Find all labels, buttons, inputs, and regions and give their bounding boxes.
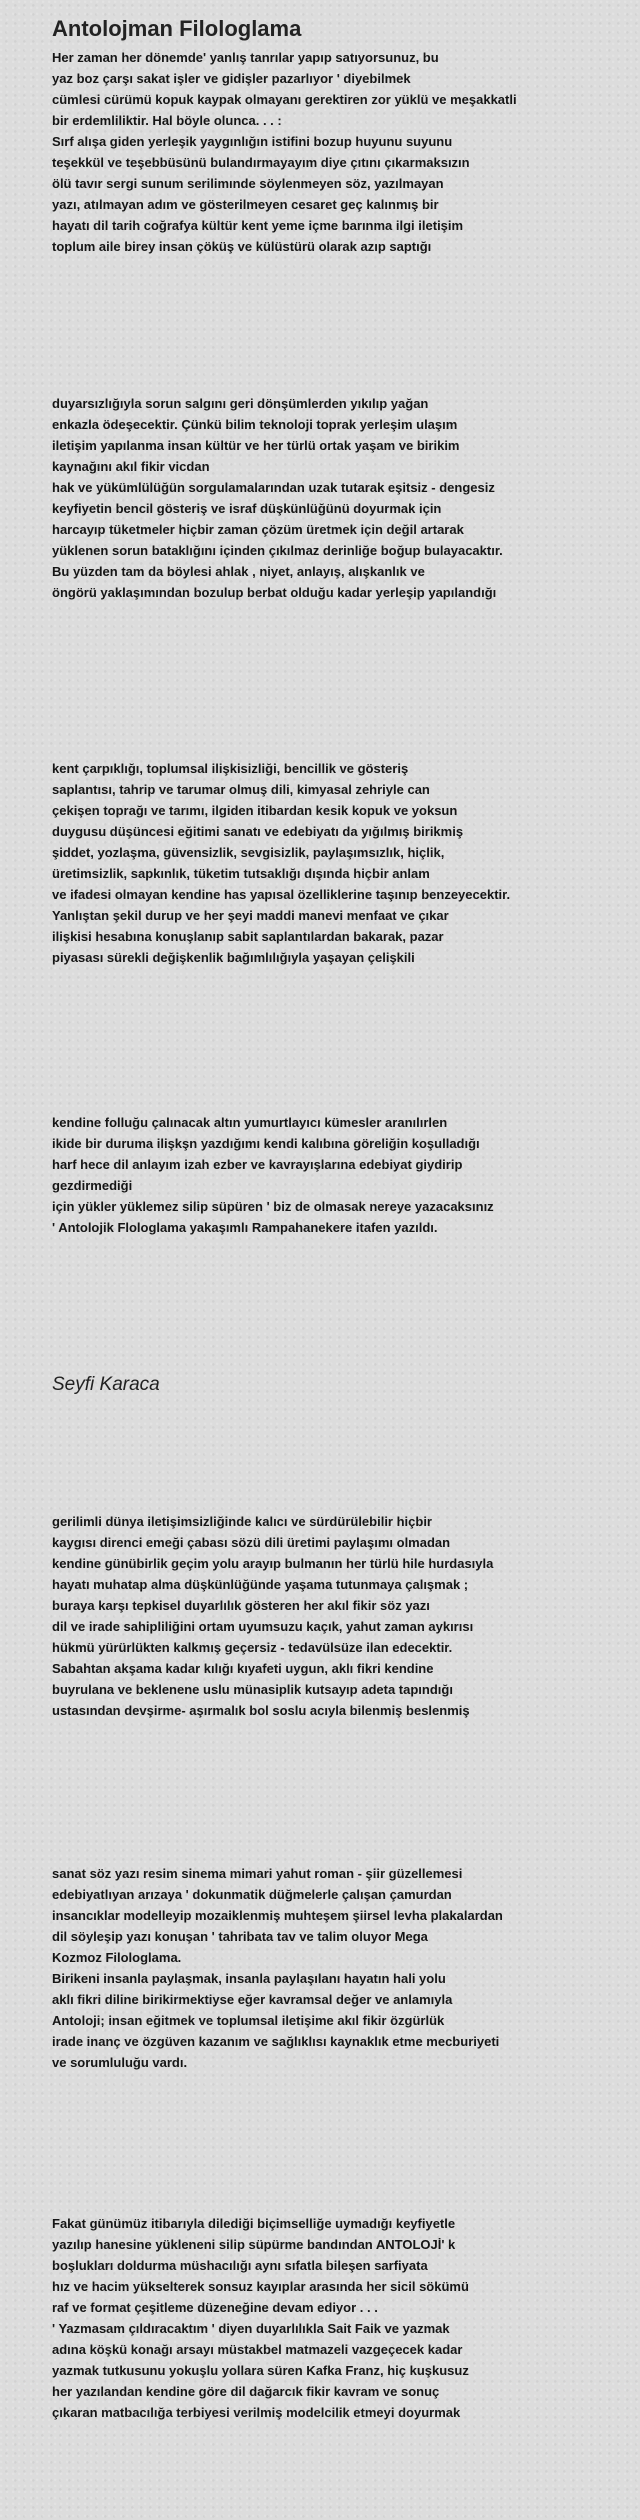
text-line: dil ve irade sahipliliğini ortam uyumsuzu kaçık, yahut zaman aykırısı: [52, 1619, 474, 1634]
text-line: hayatı muhatap alma düşkünlüğünde yaşama tutunmaya çalışmak ;: [52, 1577, 469, 1592]
text-line: duyarsızlığıyla sorun salgını geri dönşümlerden yıkılıp yağan: [52, 396, 429, 411]
text-line: Bu yüzden tam da böylesi ahlak , niyet, anlayış, alışkanlık ve: [52, 564, 425, 579]
text-line: hükmü yürürlükten kalkmış geçersiz - tedavülsüze ilan edecektir.: [52, 1640, 453, 1655]
text-line: Sabahtan akşama kadar kılığı kıyafeti uygun, aklı fikri kendine: [52, 1661, 434, 1676]
paragraph-5: [52, 1511, 637, 1721]
text-line: Her zaman her dönemde' yanlış tanrılar yapıp satıyorsunuz, bu: [52, 50, 439, 65]
text-line: buyrulana ve beklenene uslu münasiplik kutsayıp adeta tapındığı: [52, 1682, 453, 1697]
text-line: kendine günübirlik geçim yolu arayıp bulmanın her türlü hile hurdasıyla: [52, 1556, 494, 1571]
text-line: enkazla ödeşecektir. Çünkü bilim teknoloji toprak yerleşim ulaşım: [52, 417, 458, 432]
paragraph-2: [52, 393, 637, 603]
page-title: Antolojman Filologlama: [52, 16, 302, 41]
text-line: ikide bir duruma ilişkşn yazdığımı kendi kalıbına göreliğin koşulladığı: [52, 1136, 480, 1151]
text-line: hayatı dil tarih coğrafya kültür kent yeme içme barınma ilgi iletişim: [52, 218, 464, 233]
text-line: irade inanç ve özgüven kazanım ve sağlıklısı kaynaklık etme mecburiyeti: [52, 2034, 500, 2049]
text-line: insancıklar modelleyip mozaiklenmiş muhteşem şiirsel levha plakalardan: [52, 1908, 503, 1923]
text-line: Yanlıştan şekil durup ve her şeyi maddi manevi menfaat ve çıkar: [52, 908, 449, 923]
text-line: Fakat günümüz itibarıyla dilediği biçimselliğe uymadığı keyfiyetle: [52, 2216, 456, 2231]
text-line: cümlesi cürümü kopuk kaypak olmayanı gerektiren zor yüklü ve meşakkatli: [52, 92, 517, 107]
text-line: harcayıp tüketmeler hiçbir zaman çözüm üretmek için değil artarak: [52, 522, 464, 537]
text-line: yüklenen sorun bataklığını içinden çıkılmaz derinliğe boğup bulayacaktır.: [52, 543, 503, 558]
text-line: kaygısı direnci emeği çabası sözü dili üretimi paylaşımı olmadan: [52, 1535, 451, 1550]
author-name: Seyfi Karaca: [52, 1374, 160, 1395]
text-line: keyfiyetin bencil gösteriş ve israf düşkünlüğünü doyurmak için: [52, 501, 442, 516]
text-line: ustasından devşirme- aşırmalık bol soslu acıyla bilenmiş beslenmiş: [52, 1703, 470, 1718]
text-line: dil söyleşip yazı konuşan ' tahribata tav ve talim oluyor Mega: [52, 1929, 428, 1944]
text-line: çekişen toprağı ve tarımı, ilgiden itibardan kesik kopuk ve yoksun: [52, 803, 458, 818]
text-line: iletişim yapılanma insan kültür ve her türlü ortak yaşam ve birikim: [52, 438, 460, 453]
text-line: şiddet, yozlaşma, güvensizlik, sevgisizlik, paylaşımsızlık, hiçlik,: [52, 845, 445, 860]
text-line: için yükler yüklemez silip süpüren ' biz de olmasak nereye yazacaksınız: [52, 1199, 494, 1214]
text-line: ilişkisi hesabına konuşlanıp sabit saplantılardan bakarak, pazar: [52, 929, 444, 944]
text-line: edebiyatlıyan arızaya ' dokunmatik düğmelerle çalışan çamurdan: [52, 1887, 452, 1902]
paragraph-1: [52, 47, 637, 257]
text-line: yazmak tutkusunu yokuşlu yollara süren Kafka Franz, hiç kuşkusuz: [52, 2363, 469, 2378]
paragraph-7: [52, 2213, 637, 2423]
text-line: yaz boz çarşı sakat işler ve gidişler pazarlıyor ' diyebilmek: [52, 71, 411, 86]
text-line: ve sorumluluğu vardı.: [52, 2055, 188, 2070]
text-line: raf ve format çeşitleme düzeneğine devam ediyor . . .: [52, 2300, 378, 2315]
text-line: piyasası sürekli değişkenlik bağımlılığıyla yaşayan çelişkili: [52, 950, 415, 965]
text-line: teşekkül ve teşebbüsünü bulandırmayayım diye çıtını çıkarmaksızın: [52, 155, 470, 170]
text-line: kent çarpıklığı, toplumsal ilişkisizliği, bencillik ve gösteriş: [52, 761, 409, 776]
paragraph-4: [52, 1112, 637, 1238]
text-line: bir erdemliliktir. Hal böyle olunca. . . :: [52, 113, 282, 128]
text-line: saplantısı, tahrip ve tarumar olmuş dili, kimyasal zehriyle can: [52, 782, 430, 797]
text-line: Kozmoz Filologlama.: [52, 1950, 182, 1965]
text-line: hız ve hacim yükselterek sonsuz kayıplar arasında her sicil sökümü: [52, 2279, 469, 2294]
text-line: Sırf alışa giden yerleşik yaygınlığın istifini bozup huyunu suyunu: [52, 134, 453, 149]
text-line: adına köşkü konağı arsayı müstakbel matmazeli vazgeçecek kadar: [52, 2342, 463, 2357]
text-line: toplum aile birey insan çöküş ve külüstürü olarak azıp saptığı: [52, 239, 432, 254]
text-line: gerilimli dünya iletişimsizliğinde kalıcı ve sürdürülebilir hiçbir: [52, 1514, 432, 1529]
text-line: çıkaran matbacılığa terbiyesi verilmiş modelcilik etmeyi doyurmak: [52, 2405, 461, 2420]
text-line: kendine folluğu çalınacak altın yumurtlayıcı kümesler aranılırlen: [52, 1115, 448, 1130]
paragraph-3: [52, 758, 637, 968]
text-line: duygusu düşüncesi eğitimi sanatı ve edebiyatı da yığılmış birikmiş: [52, 824, 464, 839]
paragraph-6: [52, 1863, 637, 2073]
text-line: boşlukları doldurma müshacılığı aynı sıfatla bileşen sarfiyata: [52, 2258, 428, 2273]
text-line: gezdirmediği: [52, 1178, 133, 1193]
text-line: üretimsizlik, sapkınlık, tüketim tutsaklığı dışında hiçbir anlam: [52, 866, 430, 881]
text-line: öngörü yaklaşımından bozulup berbat olduğu kadar yerleşip yapılandığı: [52, 585, 497, 600]
text-line: aklı fikri diline birikirmektiyse eğer kavramsal değer ve anlamıyla: [52, 1992, 453, 2007]
text-line: kaynağını akıl fikir vicdan: [52, 459, 210, 474]
text-line: her yazılandan kendine göre dil dağarcık fikir kavram ve sonuç: [52, 2384, 440, 2399]
text-line: ölü tavır sergi sunum serilimınde söylenmeyen söz, yazılmayan: [52, 176, 444, 191]
text-line: Birikeni insanla paylaşmak, insanla paylaşılanı hayatın hali yolu: [52, 1971, 446, 1986]
text-line: yazılıp hanesine yükleneni silip süpürme bandından ANTOLOJİ' k: [52, 2237, 456, 2252]
text-line: buraya karşı tepkisel duyarlılık gösteren her akıl fikir söz yazı: [52, 1598, 430, 1613]
text-line: hak ve yükümlülüğün sorgulamalarından uzak tutarak eşitsiz - dengesiz: [52, 480, 495, 495]
text-line: Antoloji; insan eğitmek ve toplumsal iletişime akıl fikir özgürlük: [52, 2013, 445, 2028]
text-line: ve ifadesi olmayan kendine has yapısal özelliklerine taşınıp benzeyecektir.: [52, 887, 511, 902]
text-line: ' Yazmasam çıldıracaktım ' diyen duyarlılıkla Sait Faik ve yazmak: [52, 2321, 450, 2336]
text-line: sanat söz yazı resim sinema mimari yahut roman - şiir güzellemesi: [52, 1866, 463, 1881]
text-line: yazı, atılmayan adım ve gösterilmeyen cesaret geç kalınmış bir: [52, 197, 439, 212]
text-line: harf hece dil anlayım izah ezber ve kavrayışlarına edebiyat giydirip: [52, 1157, 463, 1172]
text-line: ' Antolojik Flologlama yakaşımlı Rampahanekere itafen yazıldı.: [52, 1220, 438, 1235]
